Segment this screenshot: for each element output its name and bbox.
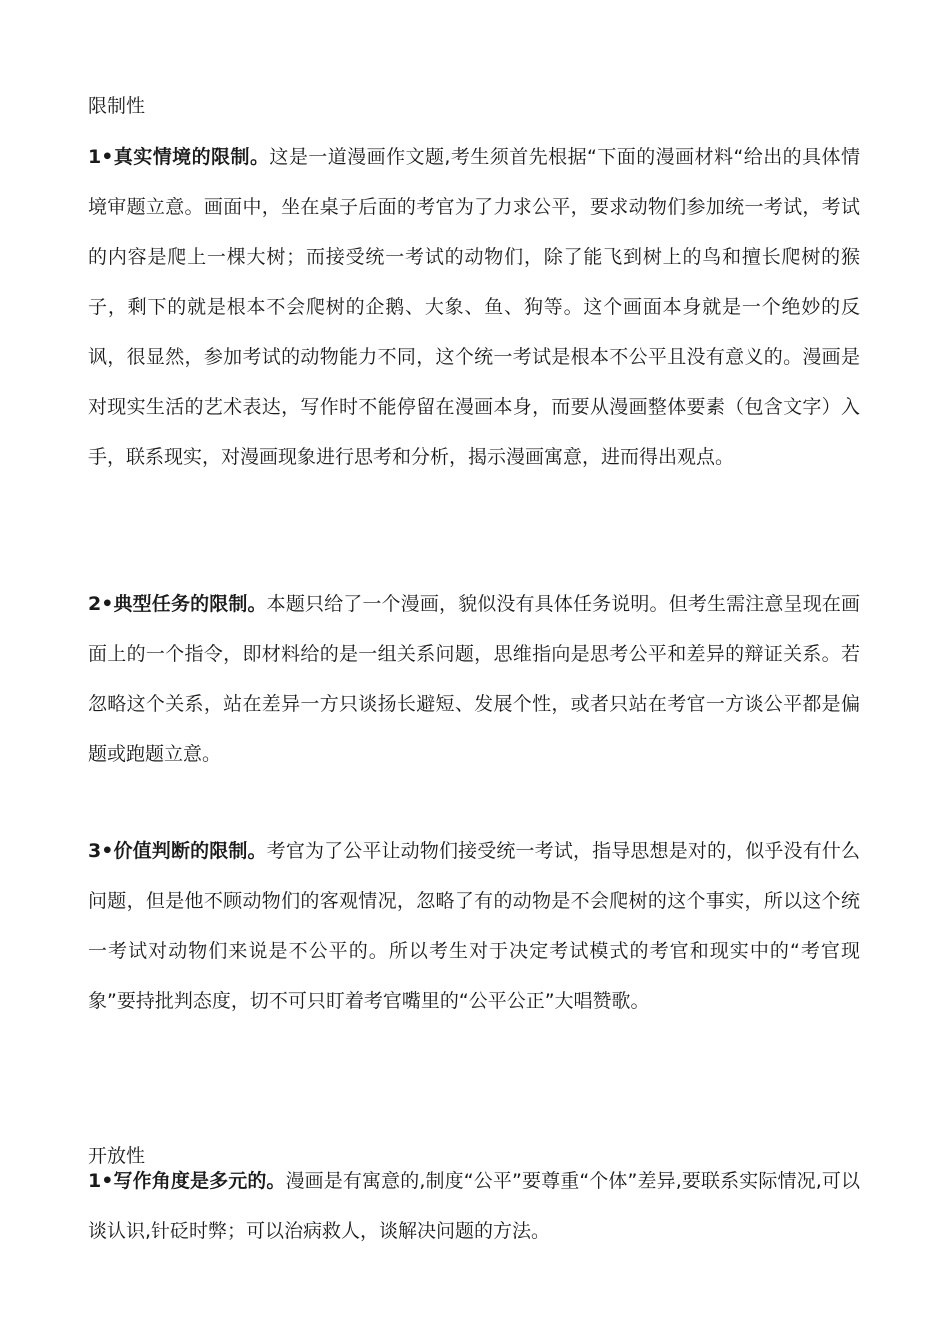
paragraph-text: 考官为了公平让动物们接受统一考试，指导思想是对的，似乎没有什么问题，但是他不顾动物们的客观情况，忽略了有的动物是不会爬树的这个事实，所以这个统一考试对动物们来说是不公平的。所以考生对于决定考试模式的考官和现实中的“考官现象”要持批判态度，切不可只盯着考官嘴里的“公平公正”大唱赞歌。 — [88, 840, 860, 1012]
paragraph-real-situation — [88, 132, 860, 482]
paragraph-lead: 3•价值判断的限制。 — [88, 840, 267, 862]
section-heading-openness: 开放性 — [88, 1145, 146, 1167]
paragraph-value-judgment — [88, 826, 860, 1026]
paragraph-lead: 2•典型任务的限制。 — [88, 593, 267, 615]
paragraph-lead: 1•真实情境的限制。 — [88, 146, 270, 168]
paragraph-typical-task — [88, 579, 860, 779]
section-heading-restrictive: 限制性 — [88, 95, 146, 117]
paragraph-lead: 1•写作角度是多元的。 — [88, 1170, 286, 1192]
paragraph-text: 漫画是有寓意的,制度“公平”要尊重“个体”差异,要联系实际情况,可以谈认识,针砭时弊；可以治病救人，谈解决问题的方法。 — [88, 1170, 860, 1242]
paragraph-text: 本题只给了一个漫画，貌似没有具体任务说明。但考生需注意呈现在画面上的一个指令，即材料给的是一组关系问题，思维指向是思考公平和差异的辩证关系。若忽略这个关系，站在差异一方只谈扬长避短、发展个性，或者只站在考官一方谈公平都是偏题或跑题立意。 — [88, 593, 860, 765]
paragraph-writing-angle — [88, 1156, 860, 1256]
paragraph-text: 这是一道漫画作文题,考生须首先根据“下面的漫画材料“给出的具体情境审题立意。画面中，坐在桌子后面的考官为了力求公平，要求动物们参加统一考试，考试的内容是爬上一棵大树；而接受统一考试的动物们，除了能飞到树上的鸟和擅长爬树的猴子，剩下的就是根本不会爬树的企鹅、大象、鱼、狗等。这个画面本身就是一个绝妙的反讽，很显然，参加考试的动物能力不同，这个统一考试是根本不公平且没有意义的。漫画是对现实生活的艺术表达，写作时不能停留在漫画本身，而要从漫画整体要素（包含文字）入手，联系现实，对漫画现象进行思考和分析，揭示漫画寓意，进而得出观点。 — [88, 146, 860, 468]
